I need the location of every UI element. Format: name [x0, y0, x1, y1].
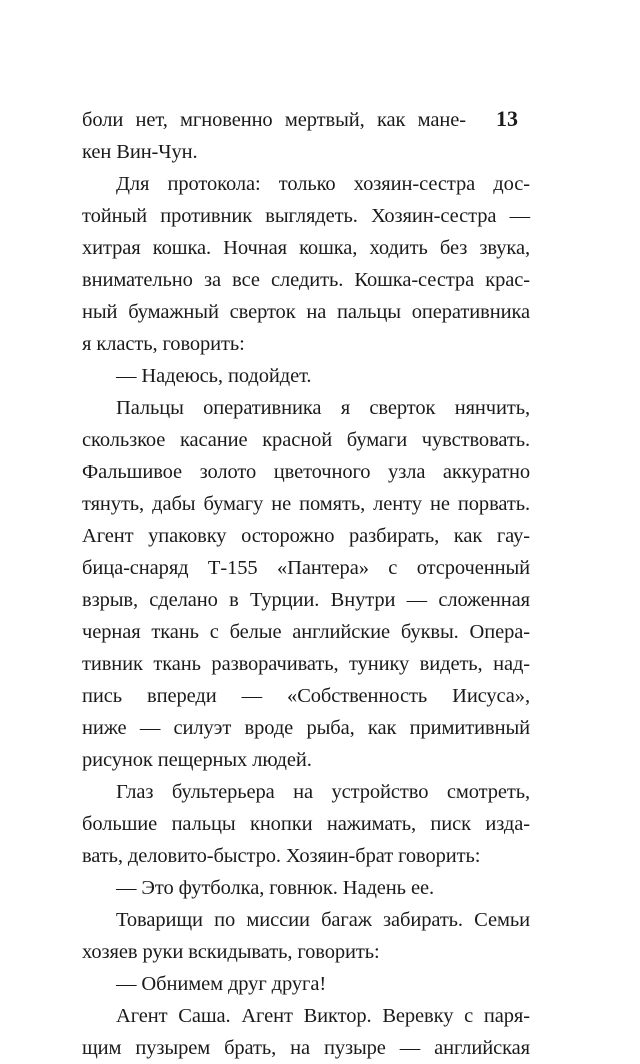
- text-line: — Это футболка, говнюк. Надень ее.: [116, 877, 434, 899]
- text-line: бица-снаряд Т-155 «Пантера» с отсроченный: [82, 557, 530, 579]
- text-line: Агент Саша. Агент Виктор. Веревку с паря-: [116, 1005, 530, 1027]
- text-line: ниже — силуэт вроде рыба, как примитивный: [82, 717, 530, 739]
- text-line: пись впереди — «Собственность Иисуса»,: [82, 685, 530, 707]
- text-line: черная ткань с белые английские буквы. Опера-: [82, 621, 530, 643]
- text-line: вать, деловито-быстро. Хозяин-брат говорить:: [82, 845, 481, 867]
- text-line: Для протокола: только хозяин-сестра дос-: [116, 173, 530, 195]
- text-line: тивник ткань разворачивать, тунику видеть, над-: [82, 653, 530, 675]
- text-line: хозяев руки вскидывать, говорить:: [82, 941, 380, 963]
- text-line: кен Вин-Чун.: [82, 141, 198, 163]
- text-line: Пальцы оперативника я сверток нянчить,: [116, 397, 530, 419]
- page-number: 13: [496, 106, 518, 131]
- text-line: рисунок пещерных людей.: [82, 749, 312, 771]
- text-line: Глаз бультерьера на устройство смотреть,: [116, 781, 530, 803]
- text-line: — Обнимем друг друга!: [116, 973, 327, 995]
- text-line: внимательно за все следить. Кошка-сестра крас-: [82, 269, 530, 291]
- text-line: скользкое касание красной бумаги чувствовать.: [82, 429, 530, 451]
- text-line: Товарищи по миссии багаж забирать. Семьи: [116, 909, 530, 931]
- text-line: боли нет, мгновенно мертвый, как мане-: [82, 109, 466, 131]
- body-text: [82, 104, 530, 1064]
- text-line: я класть, говорить:: [82, 333, 245, 355]
- text-line: большие пальцы кнопки нажимать, писк изда-: [82, 813, 530, 835]
- text-line: Агент упаковку осторожно разбирать, как гау-: [82, 525, 530, 547]
- text-line: Фальшивое золото цветочного узла аккуратно: [82, 461, 530, 483]
- text-line: — Надеюсь, подойдет.: [116, 365, 312, 387]
- text-line: тянуть, дабы бумагу не помять, ленту не порвать.: [82, 493, 530, 515]
- text-line: тойный противник выглядеть. Хозяин-сестра —: [82, 205, 530, 227]
- text-line: ный бумажный сверток на пальцы оперативника: [82, 301, 530, 323]
- text-line: хитрая кошка. Ночная кошка, ходить без звука,: [82, 237, 530, 259]
- text-line: щим пузырем брать, на пузыре — английская: [82, 1037, 530, 1059]
- text-line: взрыв, сделано в Турции. Внутри — сложенная: [82, 589, 530, 611]
